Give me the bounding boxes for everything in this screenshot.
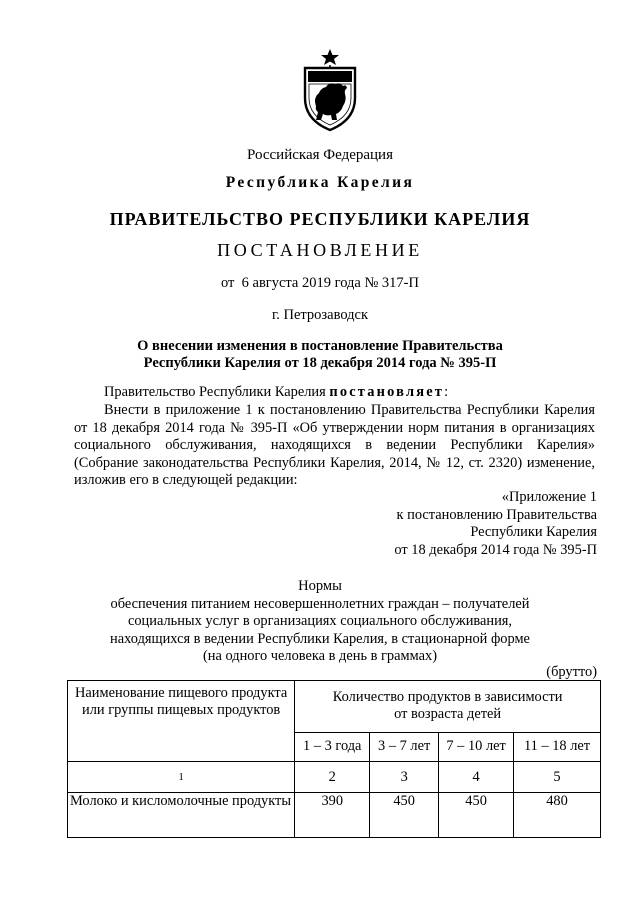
- government-title: ПРАВИТЕЛЬСТВО РЕСПУБЛИКИ КАРЕЛИЯ: [109, 209, 531, 229]
- value-age-1: 390: [295, 793, 370, 838]
- annex-line-1: «Приложение 1: [501, 489, 597, 505]
- col-number-5: 5: [514, 762, 601, 793]
- header-age-1: 1 – 3 года: [295, 732, 370, 761]
- header-product-name: Наименование пищевого продукта или группы пищевых продуктов: [68, 681, 295, 762]
- annex-line-3: Республики Карелия: [470, 524, 597, 540]
- col-number-1: 1: [68, 762, 295, 793]
- subject-line-2: Республики Карелия от 18 декабря 2014 года № 395-П: [143, 355, 497, 371]
- header-age-3: 7 – 10 лет: [439, 732, 514, 761]
- coat-of-arms-icon: [299, 48, 361, 132]
- norms-desc-line-1: обеспечения питанием несовершеннолетних граждан – получателей: [110, 596, 530, 612]
- intro-paragraph: [74, 384, 625, 402]
- intro-suffix: :: [444, 384, 449, 400]
- table-row: [68, 793, 601, 838]
- col-number-2: 2: [295, 762, 370, 793]
- annex-reference: [394, 489, 597, 559]
- product-name: Молоко и кисломолочные продукты: [68, 793, 295, 838]
- unit-note: (брутто): [546, 664, 597, 680]
- intro-prefix: Правительство Республики Карелия: [104, 384, 330, 400]
- value-age-2: 450: [370, 793, 439, 838]
- city: г. Петрозаводск: [271, 307, 369, 323]
- document-subject: [0, 338, 640, 372]
- subject-line-1: О внесении изменения в постановление Правительства: [137, 338, 503, 354]
- table-header-row: [68, 681, 601, 733]
- country-name: Российская Федерация: [247, 147, 393, 163]
- norms-desc-line-3: находящихся в ведении Республики Карелия, в стационарной форме: [110, 630, 530, 647]
- header-quantity: [295, 681, 601, 733]
- table-numbering-row: [68, 762, 601, 793]
- col-number-3: 3: [370, 762, 439, 793]
- norms-title: Нормы: [298, 578, 342, 594]
- annex-line-2: к постановлению Правительства: [396, 506, 597, 523]
- norms-description: [0, 596, 640, 665]
- norms-desc-line-4: (на одного человека в день в граммах): [202, 647, 437, 664]
- col-number-4: 4: [439, 762, 514, 793]
- header-age-2: 3 – 7 лет: [370, 732, 439, 761]
- norms-table: [67, 680, 601, 838]
- norms-desc-line-2: социальных услуг в организациях социального обслуживания,: [127, 613, 513, 630]
- intro-spaced-verb: постановляет: [329, 384, 445, 400]
- republic-name: Республика Карелия: [225, 174, 415, 191]
- value-age-3: 450: [439, 793, 514, 838]
- header-age-4: 11 – 18 лет: [514, 732, 601, 761]
- date-and-number: от 6 августа 2019 года № 317-П: [220, 275, 419, 291]
- annex-line-4: от 18 декабря 2014 года № 395-П: [394, 541, 597, 558]
- document-type: ПОСТАНОВЛЕНИЕ: [217, 240, 423, 260]
- header-quantity-text: Количество продуктов в зависимости от возраста детей: [332, 689, 563, 723]
- value-age-4: 480: [514, 793, 601, 838]
- main-paragraph: Внести в приложение 1 к постановлению Правительства Республики Карелия от 18 декабря 2014 года № 395-П «Об утверждении норм питания в организациях социального обслуживания, находящихся в ведении Республики Карелия» (Собрание законодательства Республики Карелия, 2014, № 12, ст. 2320) изменение, изложив его в следующей редакции:: [74, 402, 595, 489]
